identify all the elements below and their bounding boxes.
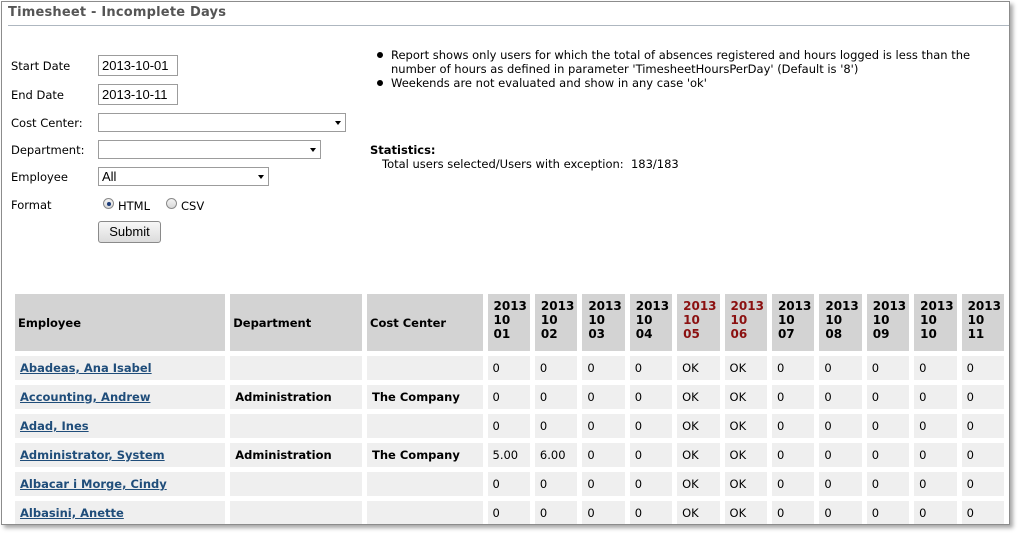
day-value-cell: 0 [867, 414, 909, 438]
date-header: 2013 10 02 [535, 294, 577, 351]
start-date-label: Start Date [11, 59, 71, 73]
chevron-down-icon [258, 175, 264, 179]
employee-select[interactable] [98, 167, 269, 186]
report-window [1, 1, 1010, 525]
day-value-cell: 0 [819, 472, 861, 496]
title-divider [8, 25, 1009, 26]
department-cell: Administration [230, 385, 362, 409]
day-value-cell: 0 [630, 385, 672, 409]
day-value-cell: OK [725, 472, 767, 496]
note-item: Weekends are not evaluated and show in any case 'ok' [374, 76, 994, 90]
employee-cell [15, 472, 225, 496]
employee-cell [15, 414, 225, 438]
chevron-down-icon [310, 148, 316, 152]
report-table [10, 289, 1009, 525]
start-date-input[interactable]: 2013-10-01 [98, 55, 178, 76]
day-value-cell: OK [677, 501, 719, 525]
statistics-label: Total users selected/Users with exception: [382, 157, 624, 171]
day-value-cell: 0 [914, 356, 956, 380]
employee-link[interactable]: Albasini, Anette [20, 506, 124, 520]
day-value-cell: 0 [819, 385, 861, 409]
employee-value: All [102, 169, 117, 184]
day-value-cell: 0 [819, 356, 861, 380]
table-row [15, 501, 1004, 525]
day-value-cell: 0 [582, 472, 624, 496]
cost-center-cell: The Company [367, 443, 482, 467]
day-value-cell: 0 [914, 414, 956, 438]
date-header: 2013 10 08 [819, 294, 861, 351]
day-value-cell: 0 [914, 443, 956, 467]
day-value-cell: 0 [819, 501, 861, 525]
day-value-cell: 0 [582, 443, 624, 467]
date-header: 2013 10 07 [772, 294, 814, 351]
day-value-cell: 0 [867, 443, 909, 467]
day-value-cell: 0 [582, 414, 624, 438]
format-label: Format [11, 198, 52, 212]
employee-label: Employee [11, 170, 68, 184]
day-value-cell: 0 [772, 501, 814, 525]
department-header: Department [230, 294, 362, 351]
day-value-cell: 6.00 [535, 443, 577, 467]
department-cell [230, 501, 362, 525]
table-row [15, 443, 1004, 467]
day-value-cell: 0 [535, 356, 577, 380]
day-value-cell: 0 [962, 356, 1004, 380]
day-value-cell: 0 [819, 414, 861, 438]
table-row [15, 385, 1004, 409]
employee-cell [15, 443, 225, 467]
date-header: 2013 10 01 [488, 294, 530, 351]
cost-center-cell [367, 501, 482, 525]
format-csv-label[interactable]: CSV [181, 199, 205, 213]
statistics-heading: Statistics: [370, 143, 436, 157]
day-value-cell: 0 [488, 356, 530, 380]
cost-center-cell [367, 356, 482, 380]
day-value-cell: 0 [772, 443, 814, 467]
employee-cell [15, 356, 225, 380]
employee-link[interactable]: Abadeas, Ana Isabel [20, 361, 152, 375]
date-header: 2013 10 03 [582, 294, 624, 351]
cost-center-select[interactable] [98, 113, 346, 132]
day-value-cell: OK [725, 501, 767, 525]
weekend-date-header: 2013 10 06 [725, 294, 767, 351]
employee-link[interactable]: Administrator, System [20, 448, 165, 462]
format-html-label[interactable]: HTML [118, 199, 151, 213]
cost-center-cell: The Company [367, 385, 482, 409]
department-cell [230, 356, 362, 380]
cost-center-header: Cost Center [367, 294, 482, 351]
day-value-cell: 0 [630, 472, 672, 496]
day-value-cell: 0 [772, 385, 814, 409]
weekend-date-header: 2013 10 05 [677, 294, 719, 351]
day-value-cell: OK [677, 443, 719, 467]
day-value-cell: 0 [962, 501, 1004, 525]
table-row [15, 472, 1004, 496]
day-value-cell: 0 [535, 472, 577, 496]
day-value-cell: 0 [867, 501, 909, 525]
day-value-cell: OK [677, 385, 719, 409]
note-item: Report shows only users for which the total of absences registered and hours logged is less than the number of hours as defined in parameter 'TimesheetHoursPerDay' (Default is '8') [374, 48, 994, 76]
day-value-cell: 0 [630, 501, 672, 525]
employee-header: Employee [15, 294, 225, 351]
cost-center-cell [367, 472, 482, 496]
day-value-cell: OK [725, 356, 767, 380]
day-value-cell: 0 [819, 443, 861, 467]
department-cell: Administration [230, 443, 362, 467]
day-value-cell: OK [725, 443, 767, 467]
day-value-cell: 0 [582, 385, 624, 409]
day-value-cell: 0 [488, 385, 530, 409]
day-value-cell: 0 [867, 472, 909, 496]
chevron-down-icon [335, 121, 341, 125]
department-label: Department: [11, 143, 85, 157]
submit-button[interactable]: Submit [98, 221, 161, 243]
day-value-cell: OK [677, 356, 719, 380]
day-value-cell: 0 [582, 501, 624, 525]
day-value-cell: 0 [962, 443, 1004, 467]
day-value-cell: 0 [962, 472, 1004, 496]
end-date-input[interactable]: 2013-10-11 [98, 84, 178, 105]
statistics-value: 183/183 [630, 157, 679, 171]
day-value-cell: 5.00 [488, 443, 530, 467]
day-value-cell: 0 [488, 472, 530, 496]
day-value-cell: 0 [630, 414, 672, 438]
day-value-cell: 0 [914, 501, 956, 525]
day-value-cell: 0 [962, 385, 1004, 409]
department-cell [230, 472, 362, 496]
day-value-cell: OK [725, 414, 767, 438]
day-value-cell: 0 [535, 501, 577, 525]
cost-center-label: Cost Center: [11, 116, 83, 130]
date-header: 2013 10 04 [630, 294, 672, 351]
day-value-cell: 0 [772, 472, 814, 496]
day-value-cell: OK [677, 472, 719, 496]
department-cell [230, 414, 362, 438]
day-value-cell: 0 [535, 385, 577, 409]
date-header: 2013 10 10 [914, 294, 956, 351]
employee-cell [15, 385, 225, 409]
end-date-label: End Date [11, 88, 64, 102]
employee-link[interactable]: Albacar i Morge, Cindy [20, 477, 167, 491]
employee-link[interactable]: Accounting, Andrew [20, 390, 151, 404]
statistics-line [382, 157, 679, 171]
employee-link[interactable]: Adad, Ines [20, 419, 89, 433]
day-value-cell: OK [677, 414, 719, 438]
table-header-row [15, 294, 1004, 351]
date-header: 2013 10 09 [867, 294, 909, 351]
employee-cell [15, 501, 225, 525]
day-value-cell: 0 [914, 472, 956, 496]
day-value-cell: 0 [772, 414, 814, 438]
day-value-cell: 0 [630, 356, 672, 380]
table-row [15, 414, 1004, 438]
day-value-cell: 0 [535, 414, 577, 438]
notes-list [374, 48, 994, 90]
day-value-cell: 0 [488, 501, 530, 525]
day-value-cell: 0 [582, 356, 624, 380]
day-value-cell: 0 [488, 414, 530, 438]
table-row [15, 356, 1004, 380]
cost-center-cell [367, 414, 482, 438]
page-title: Timesheet - Incomplete Days [8, 5, 227, 20]
format-csv-radio[interactable] [166, 198, 177, 209]
day-value-cell: 0 [867, 356, 909, 380]
day-value-cell: 0 [630, 443, 672, 467]
day-value-cell: 0 [962, 414, 1004, 438]
day-value-cell: 0 [914, 385, 956, 409]
date-header: 2013 10 11 [962, 294, 1004, 351]
day-value-cell: OK [725, 385, 767, 409]
day-value-cell: 0 [772, 356, 814, 380]
format-html-radio[interactable] [103, 198, 114, 209]
department-select[interactable] [98, 140, 321, 159]
day-value-cell: 0 [867, 385, 909, 409]
